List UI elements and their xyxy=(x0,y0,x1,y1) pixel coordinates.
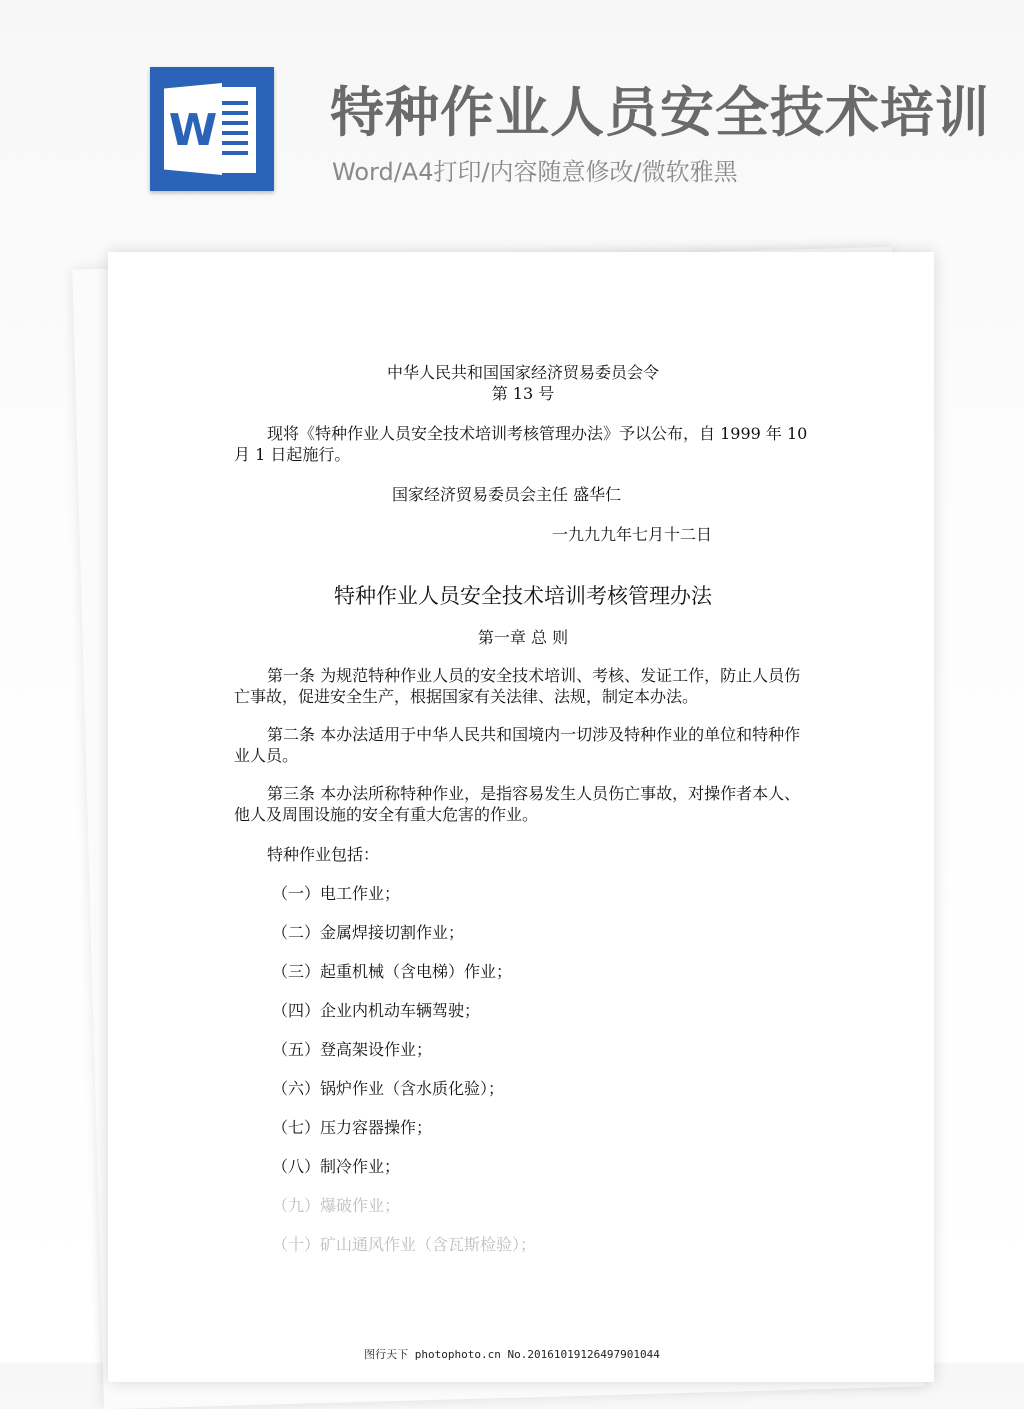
article-2: 第二条 本办法适用于中华人民共和国境内一切涉及特种作业的单位和特种作业人员。 xyxy=(234,725,801,765)
page-subtitle: Word/A4打印/内容随意修改/微软雅黑 xyxy=(332,158,738,186)
list-item: （七）压力容器操作； xyxy=(272,1118,433,1137)
list-item: （十）矿山通风作业（含瓦斯检验）； xyxy=(272,1235,537,1254)
signatory: 国家经济贸易委员会主任 盛华仁 xyxy=(392,485,622,504)
list-intro: 特种作业包括： xyxy=(267,845,380,864)
document-body xyxy=(234,362,812,1255)
list-item: （九）爆破作业； xyxy=(272,1196,401,1215)
page-title: 特种作业人员安全技术培训 xyxy=(330,81,990,144)
list-item: （四）企业内机动车辆驾驶； xyxy=(272,1001,481,1020)
article-1: 第一条 为规范特种作业人员的安全技术培训、考核、发证工作，防止人员伤亡事故，促进安全生产，根据国家有关法律、法规，制定本办法。 xyxy=(234,666,801,706)
list-item: （一）电工作业； xyxy=(272,884,401,903)
list-item: （八）制冷作业； xyxy=(272,1157,401,1176)
document-title: 特种作业人员安全技术培训考核管理办法 xyxy=(334,584,712,608)
logo-letter: W xyxy=(168,105,218,156)
header xyxy=(0,0,1024,230)
decree-heading: 中华人民共和国国家经济贸易委员会令 xyxy=(386,363,659,382)
watermark-footer: 图行天下 photophoto.cn No.20161019126497901044 xyxy=(364,1348,660,1361)
document-page xyxy=(108,252,934,1382)
list-item: （二）金属焊接切割作业； xyxy=(272,923,465,942)
chapter-heading: 第一章 总 则 xyxy=(477,628,569,647)
list-item: （五）登高架设作业； xyxy=(272,1040,433,1059)
list-item: （三）起重机械（含电梯）作业； xyxy=(272,962,513,981)
decree-date: 一九九九年七月十二日 xyxy=(552,525,713,544)
decree-number: 第 13 号 xyxy=(491,384,555,403)
word-logo-icon xyxy=(150,67,274,191)
article-3: 第三条 本办法所称特种作业，是指容易发生人员伤亡事故，对操作者本人、他人及周围设施的安全有重大危害的作业。 xyxy=(234,784,801,824)
announcement-paragraph: 现将《特种作业人员安全技术培训考核管理办法》予以公布，自 1999 年 10 月 1 日起施行。 xyxy=(234,424,808,464)
list-item: （六）锅炉作业（含水质化验）； xyxy=(272,1079,505,1098)
